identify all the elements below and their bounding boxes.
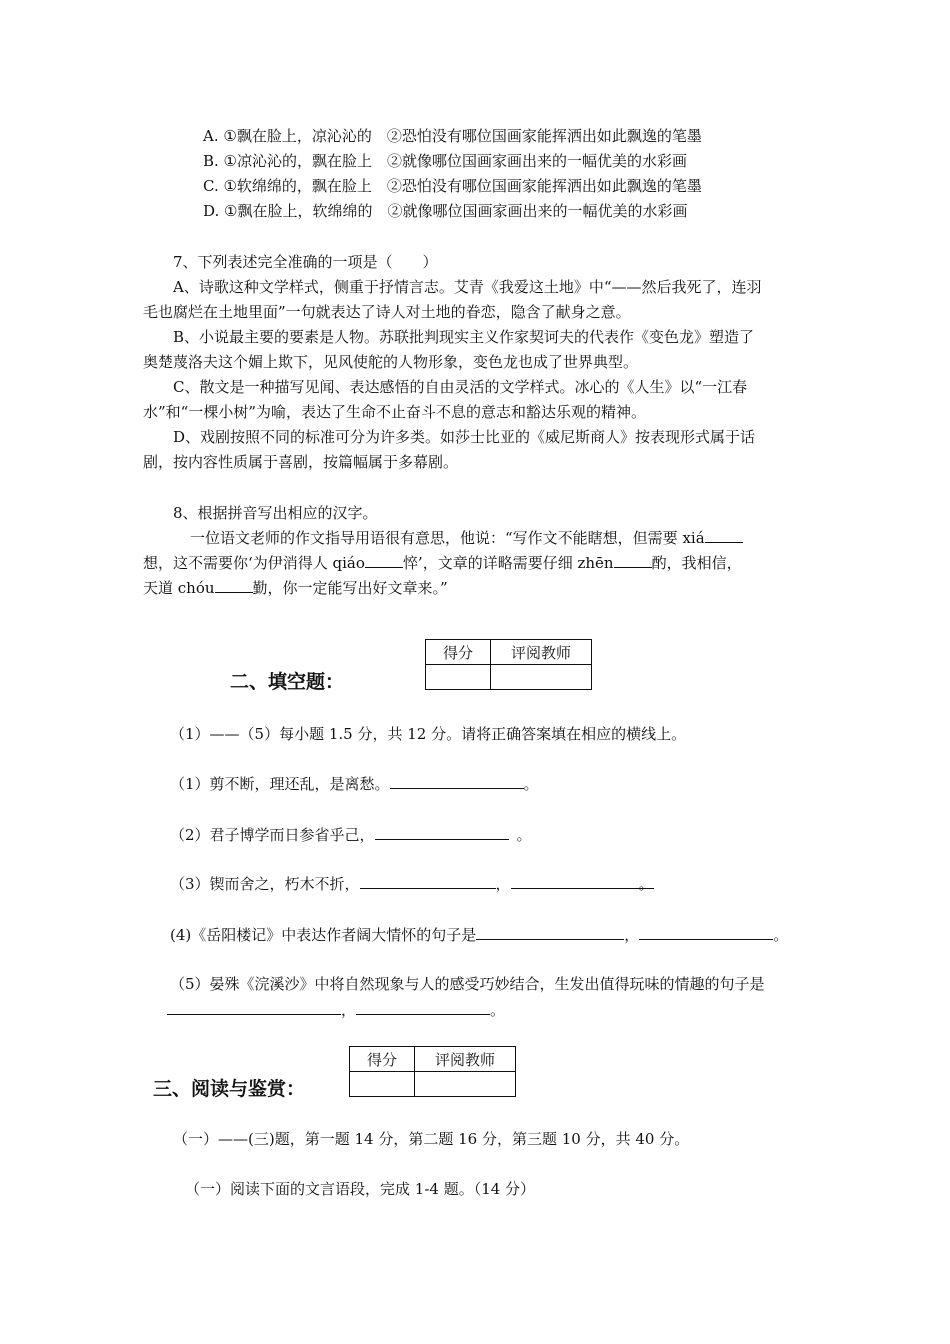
section2-score-table <box>425 639 592 690</box>
fill-q2 <box>170 825 532 845</box>
q7-option-a-line2: 毛也腐烂在土地里面”一句就表达了诗人对土地的眷恋，隐含了献身之意。 <box>143 303 631 321</box>
q8-line1-text: 一位语文老师的作文指导用语很有意思，他说：“写作文不能瞎想，但需要 xiá <box>190 529 705 547</box>
q8-line2 <box>143 553 742 573</box>
section2-title: 二、填空题： <box>230 671 345 693</box>
q8-blank-zhen[interactable] <box>614 553 652 568</box>
section3-instruction: （一）——(三)题，第一题 14 分，第二题 16 分，第三题 10 分，共 40 分。 <box>173 1130 690 1148</box>
q7-option-c-line2: 水”和“一棵小树”为喻，表达了生命不止奋斗不息的意志和豁达乐观的精神。 <box>143 403 647 421</box>
q8-line3-text-a: 天道 chóu <box>143 579 215 597</box>
q7-option-d-line2: 剧，按内容性质属于喜剧，按篇幅属于多幕剧。 <box>143 453 459 471</box>
fill-q3-end: 。 <box>638 875 654 893</box>
fill-q2-text: （2）君子博学而日参省乎己， <box>170 826 375 844</box>
q8-stem: 8、根据拼音写出相应的汉字。 <box>173 504 378 522</box>
score-label: 得分 <box>350 1047 415 1072</box>
fill-q5-blank-1[interactable] <box>167 1000 341 1015</box>
q6-option-d: D. ①飘在脸上，软绵绵的 ②就像哪位国画家画出来的一幅优美的水彩画 <box>203 202 688 220</box>
teacher-label: 评阅教师 <box>491 640 592 665</box>
fill-q3 <box>170 874 654 894</box>
fill-q4-blank-1[interactable] <box>476 925 624 940</box>
q8-blank-chou[interactable] <box>215 578 253 593</box>
fill-q2-blank[interactable] <box>375 825 509 840</box>
score-cell[interactable] <box>350 1072 415 1097</box>
q7-option-d-line1: D、戏剧按照不同的标准可分为许多类。如莎士比亚的《威尼斯商人》按表现形式属于话 <box>173 428 756 446</box>
fill-q5-end: 。 <box>490 1001 506 1019</box>
fill-q1-blank[interactable] <box>390 774 524 789</box>
q6-option-a: A. ①飘在脸上，凉沁沁的 ②恐怕没有哪位国画家能挥洒出如此飘逸的笔墨 <box>203 127 702 145</box>
fill-q5-mid: ， <box>341 1001 357 1019</box>
q8-blank-qiao[interactable] <box>365 553 403 568</box>
teacher-cell[interactable] <box>415 1072 516 1097</box>
section2-instruction: （1）——（5）每小题 1.5 分，共 12 分。请将正确答案填在相应的横线上。 <box>170 725 687 743</box>
teacher-label: 评阅教师 <box>415 1047 516 1072</box>
fill-q4-text: (4)《岳阳楼记》中表达作者阔大情怀的句子是 <box>170 926 477 944</box>
q6-option-b: B. ①凉沁沁的，飘在脸上 ②就像哪位国画家画出来的一幅优美的水彩画 <box>203 152 688 170</box>
score-cell[interactable] <box>426 665 491 690</box>
q8-line3-text-b: 勤，你一定能写出好文章来。” <box>252 579 448 597</box>
q7-option-b-line2: 奥楚蔑洛夫这个媚上欺下，见风使舵的人物形象，变色龙也成了世界典型。 <box>143 353 639 371</box>
fill-q4-end: 。 <box>773 926 789 944</box>
q7-option-c-line1: C、散文是一种描写见闻、表达感悟的自由灵活的文学样式。冰心的《人生》以“一江春 <box>173 378 748 396</box>
fill-q1-end: 。 <box>523 775 539 793</box>
fill-q5: （5）晏殊《浣溪沙》中将自然现象与人的感受巧妙结合，生发出值得玩味的情趣的句子是 <box>170 975 765 993</box>
fill-q3-text: （3）锲而舍之，朽木不折， <box>170 875 360 893</box>
section3-title: 三、阅读与鉴赏： <box>153 1078 306 1100</box>
fill-q5-blank-2[interactable] <box>356 1000 490 1015</box>
q7-stem: 7、下列表述完全准确的一项是（ ） <box>173 253 438 271</box>
fill-q3-mid: ， <box>495 875 511 893</box>
q8-blank-xia[interactable] <box>705 528 743 543</box>
fill-q3-blank-1[interactable] <box>360 874 496 889</box>
q8-line2-text-a: 想，这不需要你‘为伊消得人 qiáo <box>143 554 365 572</box>
q7-option-b-line1: B、小说最主要的要素是人物。苏联批判现实主义作家契诃夫的代表作《变色龙》塑造了 <box>173 328 755 346</box>
fill-q2-end: 。 <box>516 826 532 844</box>
q7-option-a-line1: A、诗歌这种文学样式，侧重于抒情言志。艾青《我爱这土地》中“——然后我死了，连羽 <box>173 278 762 296</box>
score-label: 得分 <box>426 640 491 665</box>
fill-q1 <box>170 774 539 794</box>
q8-line3 <box>143 578 448 598</box>
fill-q1-text: （1）剪不断，理还乱，是离愁。 <box>170 775 390 793</box>
q6-option-c: C. ①软绵绵的，飘在脸上 ②恐怕没有哪位国画家能挥洒出如此飘逸的笔墨 <box>203 177 702 195</box>
section3-sub1: （一）阅读下面的文言语段，完成 1-4 题。（14 分） <box>185 1180 536 1198</box>
fill-q4 <box>170 925 788 945</box>
fill-q4-mid: ， <box>624 926 640 944</box>
q8-line1 <box>190 528 743 548</box>
teacher-cell[interactable] <box>491 665 592 690</box>
q8-line2-text-b: 悴’，文章的详略需要仔细 zhēn <box>402 554 614 572</box>
fill-q4-blank-2[interactable] <box>639 925 773 940</box>
fill-q3-blank-2[interactable] <box>511 874 639 889</box>
q8-line2-text-c: 酌，我相信， <box>651 554 742 572</box>
fill-q5-answer <box>167 1000 505 1020</box>
section3-score-table <box>349 1046 516 1097</box>
